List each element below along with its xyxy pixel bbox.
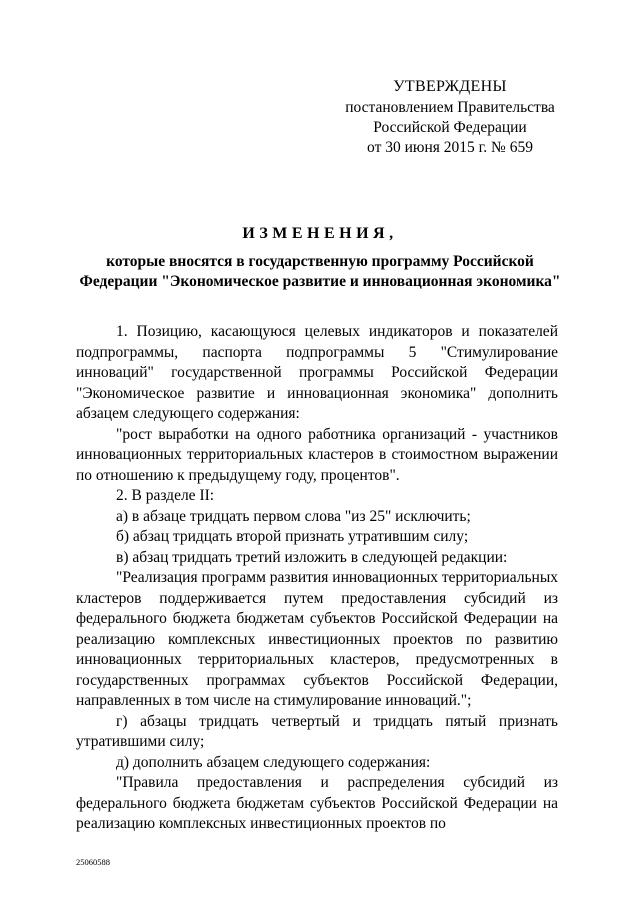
approval-line-3: от 30 июня 2015 г. № 659 bbox=[367, 139, 533, 156]
document-title: ИЗМЕНЕНИЯ, bbox=[242, 225, 398, 242]
document-subtitle bbox=[60, 252, 580, 292]
paragraph-sub-b: б) абзац тридцать второй признать утратившим силу; bbox=[116, 528, 469, 545]
paragraph-sub-a: а) в абзаце тридцать первом слова "из 25" исключить; bbox=[116, 507, 471, 525]
subtitle-line-2: Федерации "Экономическое развитие и инновационная экономика" bbox=[79, 273, 561, 290]
document-body bbox=[76, 322, 558, 835]
paragraph-sub-d: д) дополнить абзацем следующего содержания: bbox=[116, 753, 431, 771]
approval-heading: УТВЕРЖДЕНЫ bbox=[393, 78, 507, 95]
paragraph-quote-2: "Реализация программ развития инновационных территориальных кластеров поддерживается путем предоставления субсидий из федерального бюджета бюджетам субъектов Российской Федерации на реализацию комплексных инвестиционных проектов по развитию инновационных территориальных кластеров, предусмотренных в государственных программах субъектов Российской Федерации, направленных в том числе на стимулирование инноваций."; bbox=[76, 569, 558, 709]
paragraph-quote-3: "Правила предоставления и распределения субсидий из федерального бюджета бюджетам субъектов Российской Федерации на реализацию комплексных инвестиционных проектов по bbox=[76, 774, 558, 832]
paragraph-quote-1: "рост выработки на одного работника организаций - участников инновационных территориальных кластеров в стоимостном выражении по отношению к предыдущему году, процентов". bbox=[76, 425, 558, 484]
paragraph-item-2: 2. В разделе II: bbox=[116, 487, 215, 504]
approval-block bbox=[330, 77, 570, 158]
subtitle-line-1: которые вносятся в государственную программу Российской bbox=[106, 253, 534, 270]
paragraph-sub-g: г) абзацы тридцать четвертый и тридцать пятый признать утратившими силу; bbox=[76, 712, 558, 750]
approval-line-2: Российской Федерации bbox=[373, 119, 527, 136]
document-code: 25060588 bbox=[76, 857, 110, 867]
approval-line-1: постановлением Правительства bbox=[345, 99, 555, 116]
paragraph-item-1: 1. Позицию, касающуюся целевых индикаторов и показателей подпрограммы, паспорта подпрограммы 5 "Стимулирование инноваций" государственной программы Российской Федерации "Экономическое развитие и инновационная экономика" дополнить абзацем следующего содержания: bbox=[76, 323, 558, 422]
paragraph-sub-v: в) абзац тридцать третий изложить в следующей редакции: bbox=[116, 548, 508, 566]
